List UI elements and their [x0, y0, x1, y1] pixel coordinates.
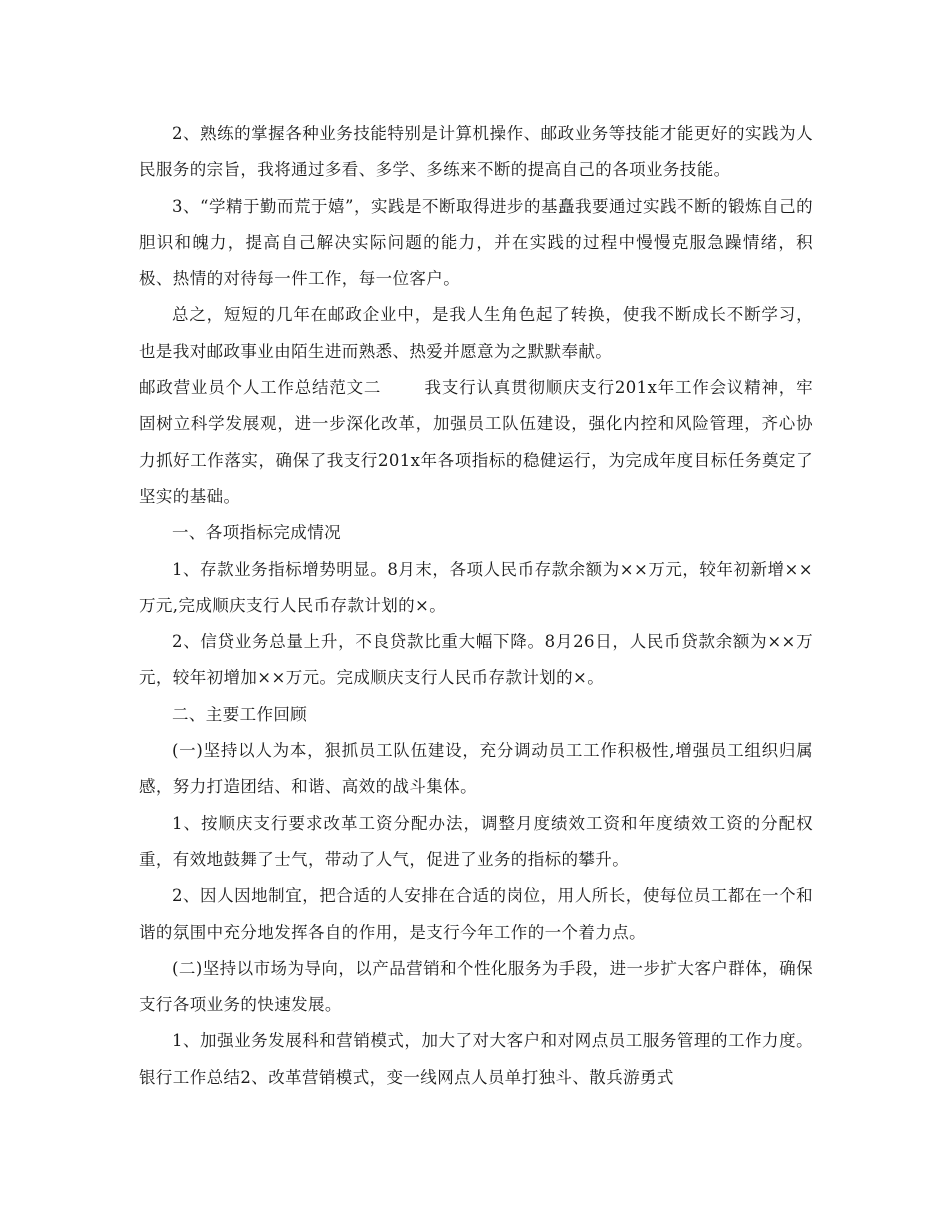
- heading-indicators: 一、各项指标完成情况: [172, 523, 341, 543]
- paragraph: 2、熟练的掌握各种业务技能特别是计算机操作、邮政业务等技能才能更好的实践为人民服务的宗旨，我将通过多看、多学、多练来不断的提高自己的各项业务技能。: [139, 124, 813, 180]
- paragraph: (二)坚持以市场为导向，以产品营销和个性化服务为手段，进一步扩大客户群体，确保支行各项业务的快速发展。: [139, 958, 813, 1015]
- document-page: [139, 116, 813, 1096]
- paragraph: 3、“学精于勤而荒于嬉”，实践是不断取得进步的基矗我要通过实践不断的锻炼自己的胆识和魄力，提高自己解决实际问题的能力，并在实践的过程中慢慢克服急躁情绪，积极、热情的对待每一件工作，每一位客户。: [139, 196, 813, 289]
- paragraph: 1、存款业务指标增势明显。8月末，各项人民币存款余额为××万元，较年初新增××万元,完成顺庆支行人民币存款计划的×。: [139, 559, 813, 615]
- section-intro: 我支行认真贯彻顺庆支行201x年工作会议精神，牢固树立科学发展观，进一步深化改革，加强员工队伍建设，强化内控和风险管理，齐心协力抓好工作落实，确保了我支行201x年各项指标的稳健运行，为完成年度目标任务奠定了坚实的基础。: [139, 378, 813, 506]
- section-title: 邮政营业员个人工作总结范文二: [139, 378, 382, 398]
- section-heading-paragraph: [139, 370, 813, 515]
- paragraph: 2、因人因地制宜，把合适的人安排在合适的岗位，用人所长，使每位员工都在一个和谐的氛围中充分地发挥各自的作用，是支行今年工作的一个着力点。: [139, 886, 813, 942]
- paragraph: (一)坚持以人为本，狠抓员工队伍建设，充分调动员工工作积极性,增强员工组织归属感，努力打造团结、和谐、高效的战斗集体。: [139, 741, 813, 797]
- paragraph: 1、加强业务发展科和营销模式，加大了对大客户和对网点员工服务管理的工作力度。银行工作总结2、改革营销模式，变一线网点人员单打独斗、散兵游勇式: [139, 1031, 813, 1087]
- heading-review: 二、主要工作回顾: [172, 704, 308, 724]
- paragraph: 2、信贷业务总量上升，不良贷款比重大幅下降。8月26日，人民币贷款余额为××万元，较年初增加××万元。完成顺庆支行人民币存款计划的×。: [139, 632, 813, 688]
- paragraph: 总之，短短的几年在邮政企业中，是我人生角色起了转换，使我不断成长不断学习，也是我对邮政事业由陌生进而熟悉、热爱并愿意为之默默奉献。: [139, 305, 813, 361]
- paragraph: 1、按顺庆支行要求改革工资分配办法，调整月度绩效工资和年度绩效工资的分配权重，有效地鼓舞了士气，带动了人气，促进了业务的指标的攀升。: [139, 813, 813, 869]
